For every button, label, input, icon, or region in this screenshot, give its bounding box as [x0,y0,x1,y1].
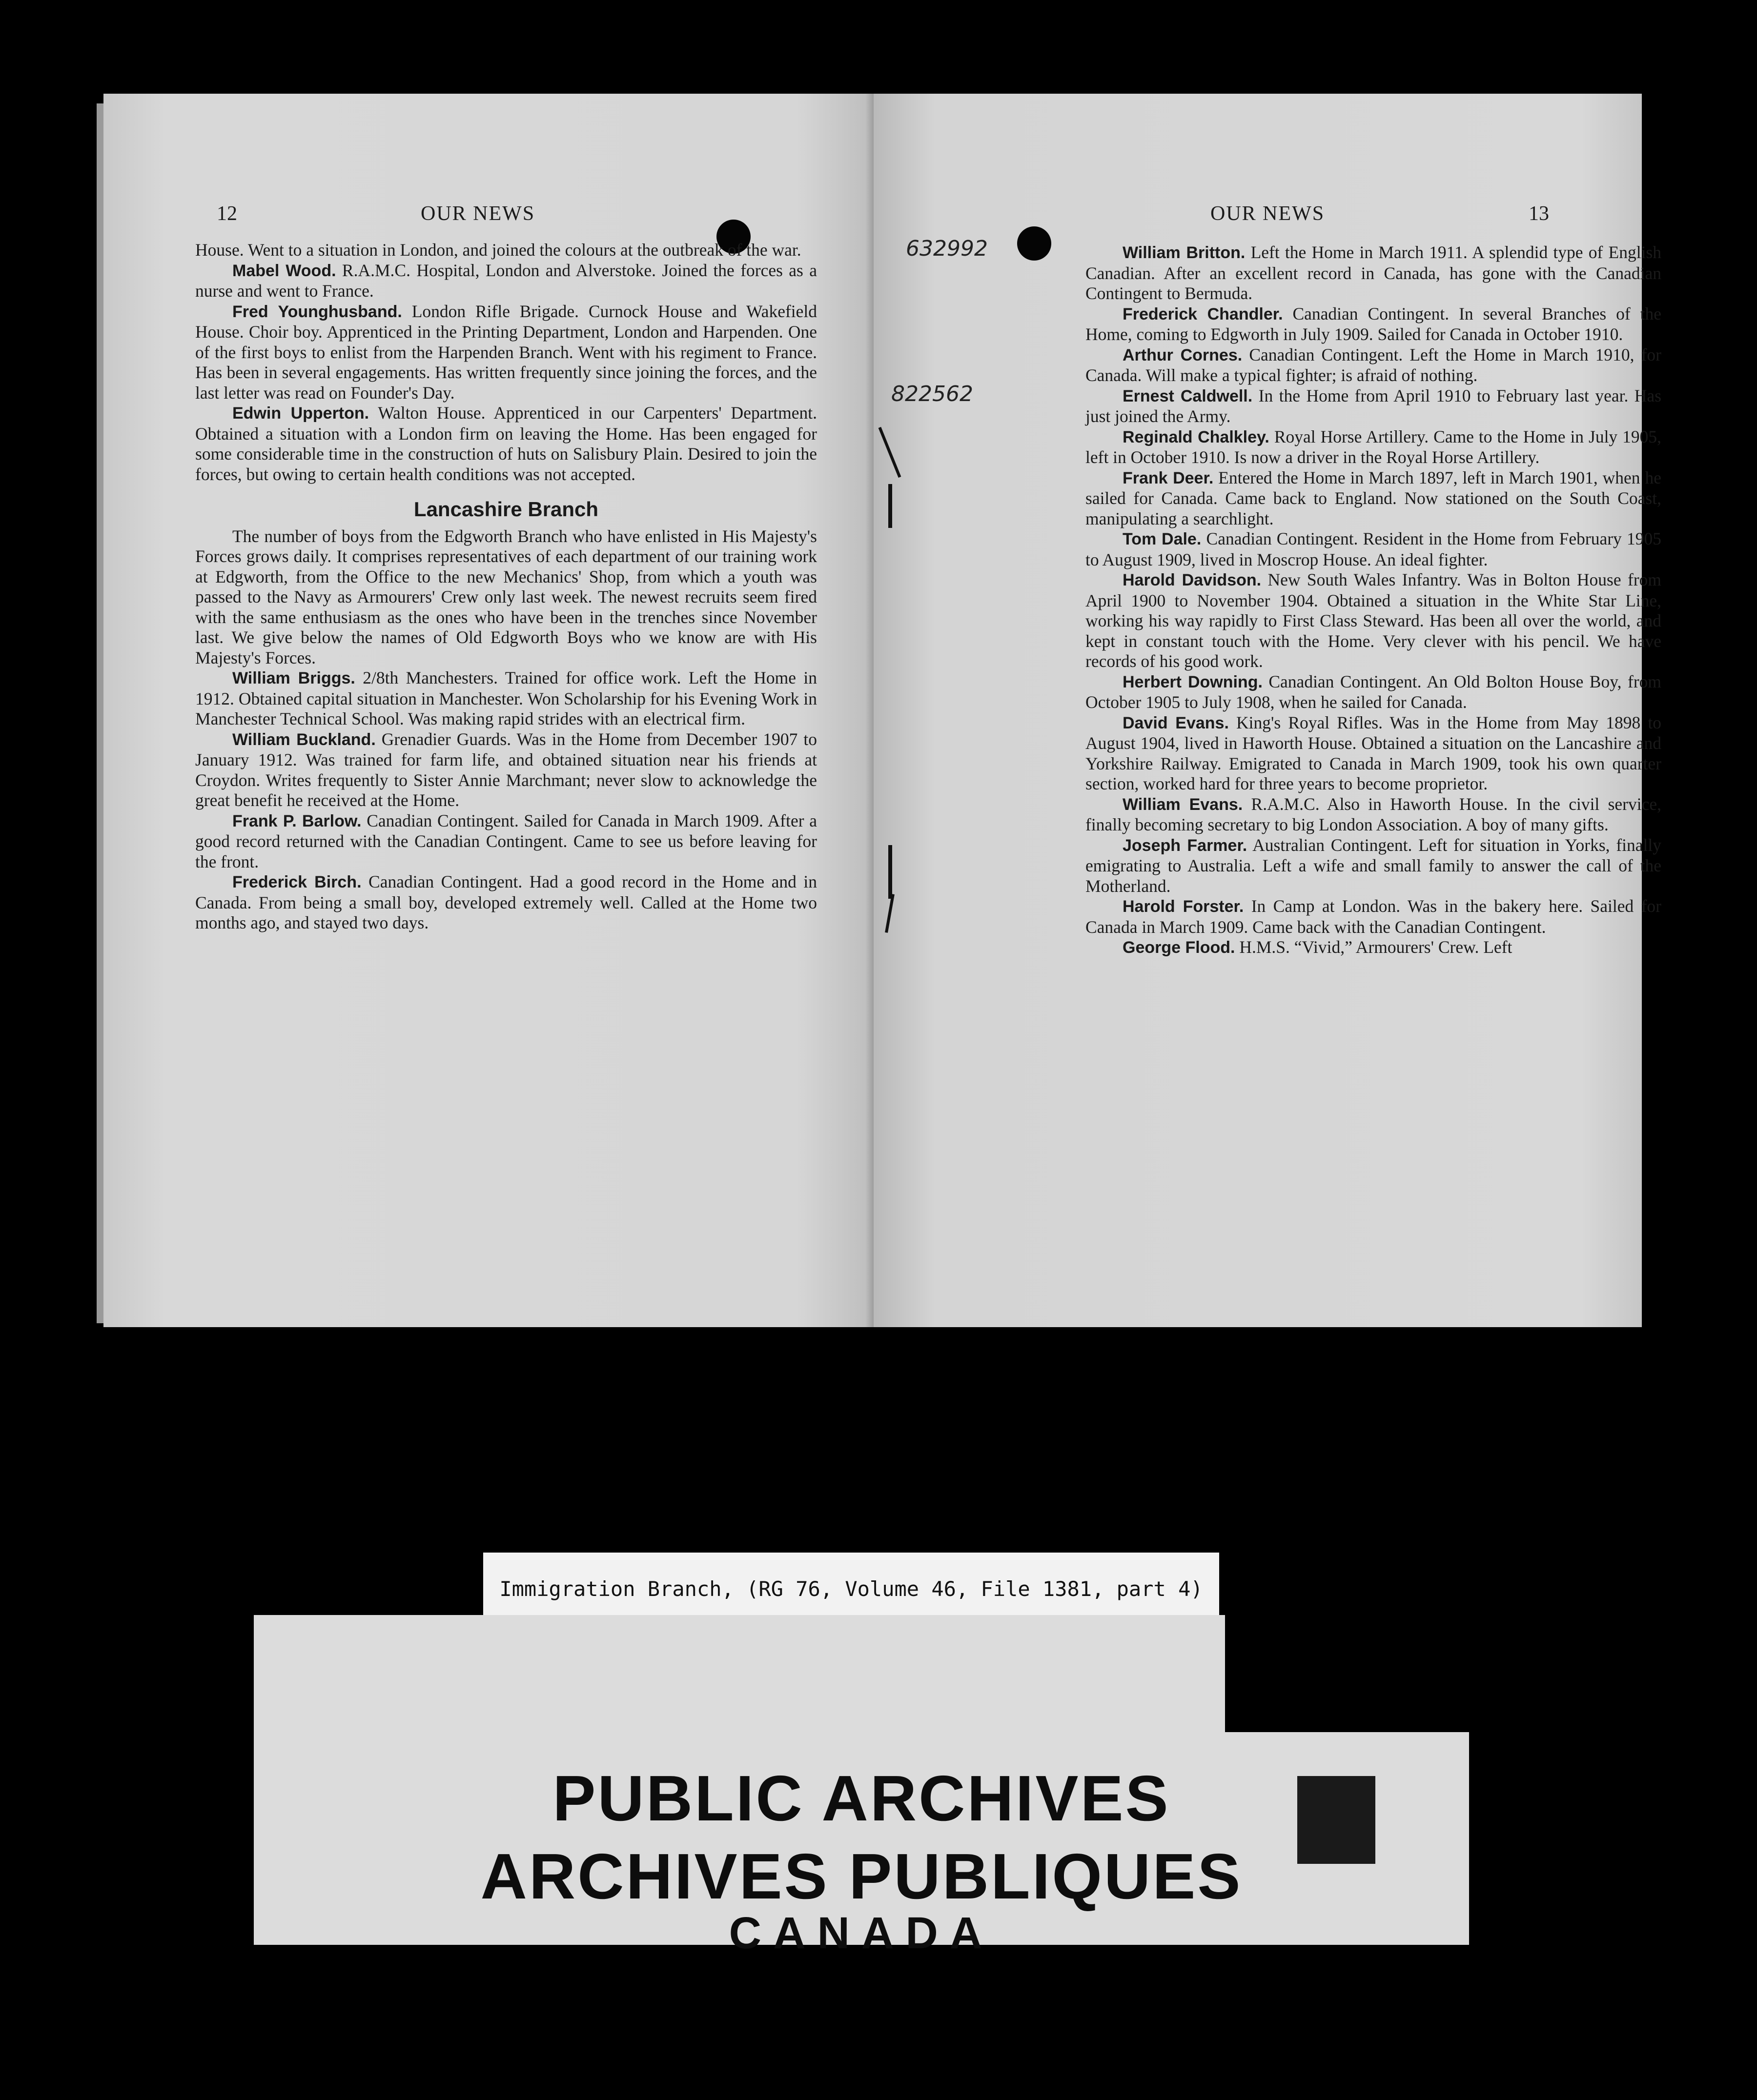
entry-name: Edwin Upperton. [232,404,369,423]
entry-text: Walton House. Apprenticed in our Carpenters' Department. Obtained a situation with a London firm on leaving the Home. Has been engaged for some considerable time in the construction of huts on Salisbury Plain. Desired to join the forces, but owing to certain health conditions was not accepted. [195,403,817,484]
entry-text: Canadian Contingent. In several Branches of the Home, coming to Edgworth in July 1909. Sailed for Canada in October 1910. [1085,303,1661,344]
entry-text: The number of boys from the Edgworth Branch who have enlisted in His Majesty's Forces grows daily. It comprises representatives of each department of our training work at Edgworth, from the Office to the new Mechanics' Shop, from which a youth was passed to the Navy as Armourers' Crew only last week. The newest recruits seem fired with the same enthusiasm as the ones who have been in the trenches since November last. We give below the names of Old Edgworth Boys who we know are with His Majesty's Forces. [195,526,817,667]
entry-paragraph [195,526,817,668]
entry-name: William Buckland. [232,730,376,749]
entry-text: In Camp at London. Was in the bakery here. Sailed for Canada in March 1909. Came back with the Canadian Contingent. [1085,896,1661,937]
entry-paragraph [195,811,817,872]
entry-name: Mabel Wood. [232,261,336,280]
left-page [103,94,874,1327]
page-number: 13 [1529,202,1549,225]
entry-text: Canadian Contingent. An Old Bolton House Boy, from October 1905 to July 1908, when he sailed for Canada. [1085,671,1662,712]
book-spread [103,94,1662,1327]
entry-name: Frederick Birch. [232,873,362,891]
running-head: OUR NEWS [421,202,535,225]
entry-name: Fred Younghusband. [232,302,402,321]
entry-text: King's Royal Rifles. Was in the Home from May 1898 to August 1904, lived in Haworth House. Obtained a situation on the Lancashire and Yorkshire Railway. Emigrated to Canada in March 1909, took his own quarter section, worked hard for three years to become proprietor. [1085,712,1661,793]
staple-mark [888,845,892,899]
entry-text: Canadian Contingent. Sailed for Canada in March 1909. After a good record returned with the Canadian Contingent. Came to see us before leaving for the front. [195,810,817,871]
entry-text: Australian Contingent. Left for situation in Yorks, finally emigrating to Australia. Left a wife and small family to answer the call of the Motherland. [1085,835,1661,896]
entry-text: London Rifle Brigade. Curnock House and Wakefield House. Choir boy. Apprenticed in the Printing Department, London and Harpenden. One of the first boys to enlist from the Harpenden Branch. Went with his regiment to France. Has been in several engagements. Has written frequently since joining the forces, and the last letter was read on Founder's Day. [195,301,817,403]
entry-name: William Evans. [1123,795,1243,814]
entry-name: William Britton. [1123,243,1246,262]
entry-name: Frederick Chandler. [1123,304,1283,323]
entry-name: Reginald Chalkley. [1123,427,1269,446]
entry-paragraph [195,872,817,933]
entry-text: R.A.M.C. Hospital, London and Alverstoke. Joined the forces as a nurse and went to France. [195,260,817,301]
left-column [195,240,817,933]
entry-text: R.A.M.C. Also in Haworth House. In the civil service, finally becoming secretary to big London Association. A boy of many gifts. [1085,794,1661,834]
entry-paragraph [1085,529,1661,570]
entry-paragraph [1085,427,1661,468]
entry-text: Grenadier Guards. Was in the Home from December 1907 to January 1912. Was trained for farm life, and obtained situation near his friends at Croydon. Writes frequently to Sister Annie Marchmant; never slow to acknowledge the great benefit he received at the Home. [195,729,817,810]
staple-mark [878,427,901,478]
stamp-line-2: ARCHIVES PUBLIQUES [480,1840,1243,1912]
entry-name: Joseph Farmer. [1123,836,1247,855]
entry-paragraph [1085,345,1661,386]
archive-caption: Immigration Branch, (RG 76, Volume 46, File 1381, part 4) [483,1553,1219,1626]
entry-paragraph [195,240,817,261]
staple-mark [888,484,892,528]
entry-name: Frank Deer. [1123,468,1214,487]
entry-name: Frank P. Barlow. [232,811,362,830]
entry-text: Royal Horse Artillery. Came to the Home in July 1905, left in October 1910. Is now a driver in the Royal Horse Artillery. [1085,426,1662,467]
entry-paragraph [195,729,817,811]
entry-name: Harold Forster. [1123,897,1244,916]
entry-paragraph [1085,896,1661,937]
entry-paragraph [1085,304,1661,345]
entry-paragraph [195,668,817,729]
archives-stamp [254,1615,1469,1958]
entry-text: Entered the Home in March 1897, left in March 1901, when he sailed for Canada. Came back to England. Now stationed on the South Coast, manipulating a searchlight. [1085,467,1661,528]
entry-paragraph [1085,835,1661,897]
stamp-line-3: CANADA [729,1908,994,1958]
stamp-line-1: PUBLIC ARCHIVES [552,1762,1170,1834]
entry-name: David Evans. [1123,713,1229,732]
entry-text: 2/8th Manchesters. Trained for office work. Left the Home in 1912. Obtained capital situation in Manchester. Won Scholarship for his Evening Work in Manchester Technical School. Was making rapid strides with an electrical firm. [195,668,817,728]
running-head: OUR NEWS [1210,202,1325,225]
right-column [1085,242,1661,958]
staple-mark [885,894,895,933]
entry-paragraph [1085,570,1661,672]
entry-text: New South Wales Infantry. Was in Bolton House from April 1900 to November 1904. Obtained a situation in the White Star Line, working his way rapidly to First Class Steward. Has been all over the world, and kept in constant touch with the Home. Very clever with his pencil. We have records of his good work. [1085,570,1662,671]
entry-paragraph [1085,672,1661,713]
entry-paragraph [1085,713,1661,794]
entry-name: Tom Dale. [1123,530,1202,548]
page-number: 12 [217,202,237,225]
entry-name: Arthur Cornes. [1123,345,1243,364]
punch-hole [1017,226,1051,261]
entry-paragraph [1085,242,1661,304]
torn-corner [1225,1615,1469,1732]
entry-name: Harold Davidson. [1123,571,1262,589]
entry-text: House. Went to a situation in London, and joined the colours at the outbreak of the war. [195,240,801,260]
entry-paragraph [1085,937,1661,958]
entry-paragraph [195,403,817,485]
entry-paragraph [195,302,817,404]
entry-paragraph [1085,386,1661,427]
entry-paragraph [1085,794,1661,835]
entry-name: Ernest Caldwell. [1123,386,1253,405]
entry-text: Canadian Contingent. Left the Home in March 1910, for Canada. Will make a typical fighter; is afraid of nothing. [1085,344,1662,385]
entry-paragraph [195,261,817,302]
page-edge [97,103,103,1323]
entry-text: In the Home from April 1910 to February last year. Has just joined the Army. [1085,385,1662,426]
entry-text: Canadian Contingent. Had a good record in the Home and in Canada. From being a small boy, developed extremely well. Called at the Home two months ago, and stayed two days. [195,872,817,932]
entry-name: William Briggs. [232,669,355,687]
entry-name: George Flood. [1123,938,1235,957]
handwritten-number: 632992 [906,236,988,261]
entry-text: Left the Home in March 1911. A splendid type of English Canadian. After an excellent record in Canada, has gone with the Canadian Contingent to Bermuda. [1085,242,1662,303]
section-heading: Lancashire Branch [413,498,599,521]
entry-text: Canadian Contingent. Resident in the Home from February 1905 to August 1909, lived in Moscrop House. An ideal fighter. [1085,529,1662,569]
handwritten-number: 822562 [891,382,973,406]
entry-text: H.M.S. “Vivid,” Armourers' Crew. Left [1239,937,1512,957]
entry-name: Herbert Downing. [1123,672,1263,691]
entry-paragraph [1085,468,1661,529]
right-page [874,94,1662,1327]
